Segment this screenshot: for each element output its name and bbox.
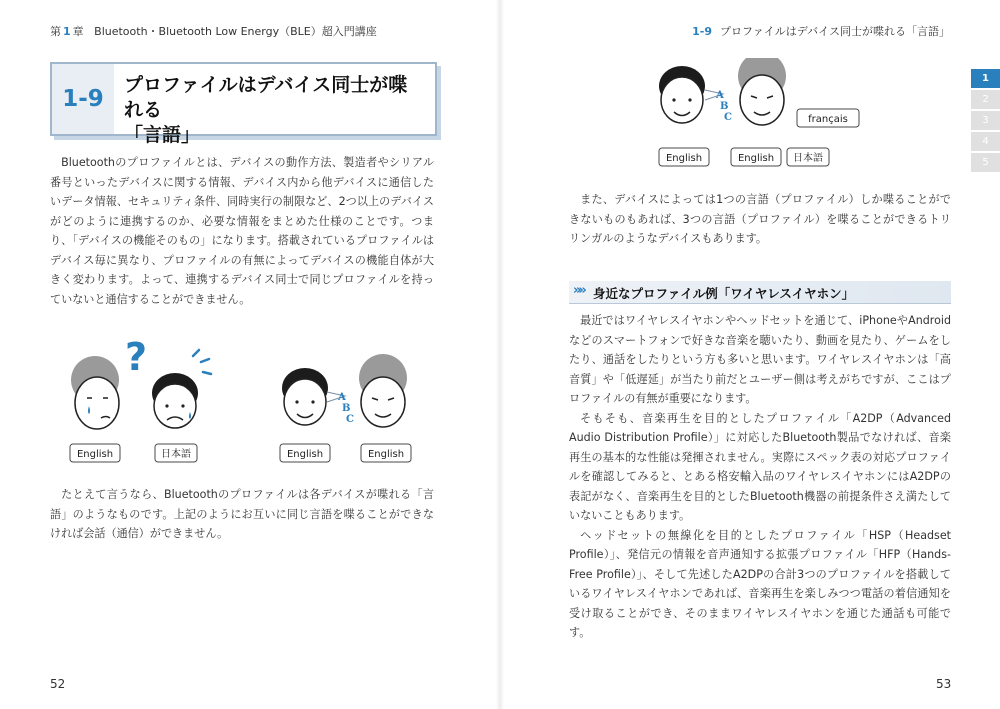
right-paragraph-4: ヘッドセットの無線化を目的としたプロファイル「HSP（Headset Profile）」、発信元の情報を音声通知する拡張プロファイル「HFP（Hands-Free Profile）」、そして先述したA2DPの合計3つのプロファイルを搭載しているワイヤレスイヤホンであれば、音楽再生を楽しみつつ電話の着信通知を受け取ることができ、そのままワイヤレスイヤホンを通じた通話も可能です。 xyxy=(569,528,951,639)
right-paragraph-3: そもそも、音楽再生を目的としたプロファイル「A2DP（Advanced Audio Distribution Profile）」に対応したBluetooth製品でなければ、音楽再生の基本的な性能は発揮されません。実際にスペック表の対応プロファイルを確認してみると、とある格安輸入品のワイヤレスイヤホンにはA2DPの表記がなく、音楽再生を目的としたBluetooth機器の前提条件さえ満たしていないこともあります。 xyxy=(569,411,951,522)
letter-b: B xyxy=(720,101,729,112)
letter-c: C xyxy=(346,414,354,425)
bubble-label-english-a: English xyxy=(286,449,324,460)
letter-a: A xyxy=(338,392,346,403)
chapter-tabs xyxy=(971,69,1000,174)
bubble-label-english-b: English xyxy=(367,449,405,460)
person-gray-hair xyxy=(359,354,407,427)
sweat-marks-icon xyxy=(193,350,211,374)
person-gray-hair-confused xyxy=(71,356,119,429)
section-title xyxy=(124,73,424,148)
section-title-line1: プロファイルはデバイス同士が喋れる xyxy=(124,74,408,121)
letter-a: A xyxy=(716,90,724,101)
right-paragraph-1 xyxy=(569,190,951,249)
letter-c: C xyxy=(724,112,732,123)
figure-trilingual-device xyxy=(650,58,860,173)
running-head-left xyxy=(50,23,377,39)
running-head-right xyxy=(692,23,950,39)
left-paragraph-1-text: Bluetoothのプロファイルとは、デバイスの動作方法、製造者やシリアル番号といったデバイスに関する情報、デバイス内から他デバイスに通信したいデータ情報、セキュリティ条件、同時実行の制限など、2つ以上のデバイスがどのように連携するのか、必要な情報をまとめた仕様のことです。つまり、「デバイスの機能そのもの」になります。搭載されているプロファイルはデバイス毎に異なり、プロファイルの有無によってデバイスの機能自体が大きく変わります。よって、連携するデバイス同士で同じプロファイルを持っていないと通信することができません。 xyxy=(50,156,434,306)
right-paragraph-2: 最近ではワイヤレスイヤホンやヘッドセットを通じて、iPhoneやAndroidなどのスマートフォンで好きな音楽を聴いたり、動画を見たり、ゲームをしたり、通話をしたりという方も多いと思います。ワイヤレスイヤホンは「高音質」や「低遅延」が当たり前だとユーザー側は考えがちですが、ここはプロファイルの有無が重要になります。 xyxy=(569,314,951,405)
person-black-hair xyxy=(282,368,328,425)
letter-b: B xyxy=(342,403,351,414)
figure-language-match xyxy=(275,340,445,468)
subsection-heading-text: 身近なプロファイル例「ワイヤレスイヤホン」 xyxy=(593,286,855,301)
left-paragraph-2-text: たとえて言うなら、Bluetoothのプロファイルは各デバイスが喋れる「言語」のようなものです。上記のようにお互いに同じ言語を喋ることができなければ会話（通信）ができません。 xyxy=(50,488,434,540)
running-section-title: プロファイルはデバイス同士が喋れる「言語」 xyxy=(719,25,950,38)
page-number-right: 53 xyxy=(936,677,952,691)
chapter-tab-1[interactable]: 1 xyxy=(971,69,1000,88)
running-section-number: 1-9 xyxy=(692,25,712,38)
left-paragraph-2 xyxy=(50,485,434,544)
figure-language-mismatch xyxy=(55,328,245,468)
chapter-suffix: 章 xyxy=(72,25,84,38)
person-black-hair xyxy=(659,66,705,123)
bubble-label-english-b: English xyxy=(737,153,775,164)
section-title-line2: 「言語」 xyxy=(124,124,201,146)
bubble-label-english-a: English xyxy=(665,153,703,164)
section-number: 1-9 xyxy=(52,64,114,134)
bubble-label-english: English xyxy=(76,449,114,460)
right-paragraph-1-text: また、デバイスによっては1つの言語（プロファイル）しか喋ることができないものもあれば、3つの言語（プロファイル）を喋ることができるトリリンガルのようなデバイスもあります。 xyxy=(569,193,951,245)
chevron-right-icon: »» xyxy=(573,283,584,298)
person-black-hair-worried xyxy=(152,373,198,428)
bubble-label-japanese: 日本語 xyxy=(161,449,191,460)
chapter-prefix: 第 xyxy=(50,25,61,38)
chapter-tab-4[interactable]: 4 xyxy=(971,132,1000,151)
question-mark: ? xyxy=(125,335,148,379)
page-number-left: 52 xyxy=(50,677,66,691)
chapter-number: 1 xyxy=(63,25,71,38)
section-title-box xyxy=(50,62,437,146)
bubble-label-french: français xyxy=(808,114,848,125)
chapter-tab-2[interactable]: 2 xyxy=(971,90,1000,109)
chapter-tab-5[interactable]: 5 xyxy=(971,153,1000,172)
chapter-tab-3[interactable]: 3 xyxy=(971,111,1000,130)
left-paragraph-1 xyxy=(50,153,434,309)
bubble-label-japanese: 日本語 xyxy=(793,153,823,164)
right-body xyxy=(569,311,951,643)
person-gray-hair xyxy=(738,58,786,125)
chapter-title: Bluetooth・Bluetooth Low Energy（BLE）超入門講座 xyxy=(94,25,377,38)
subsection-heading xyxy=(569,281,951,304)
